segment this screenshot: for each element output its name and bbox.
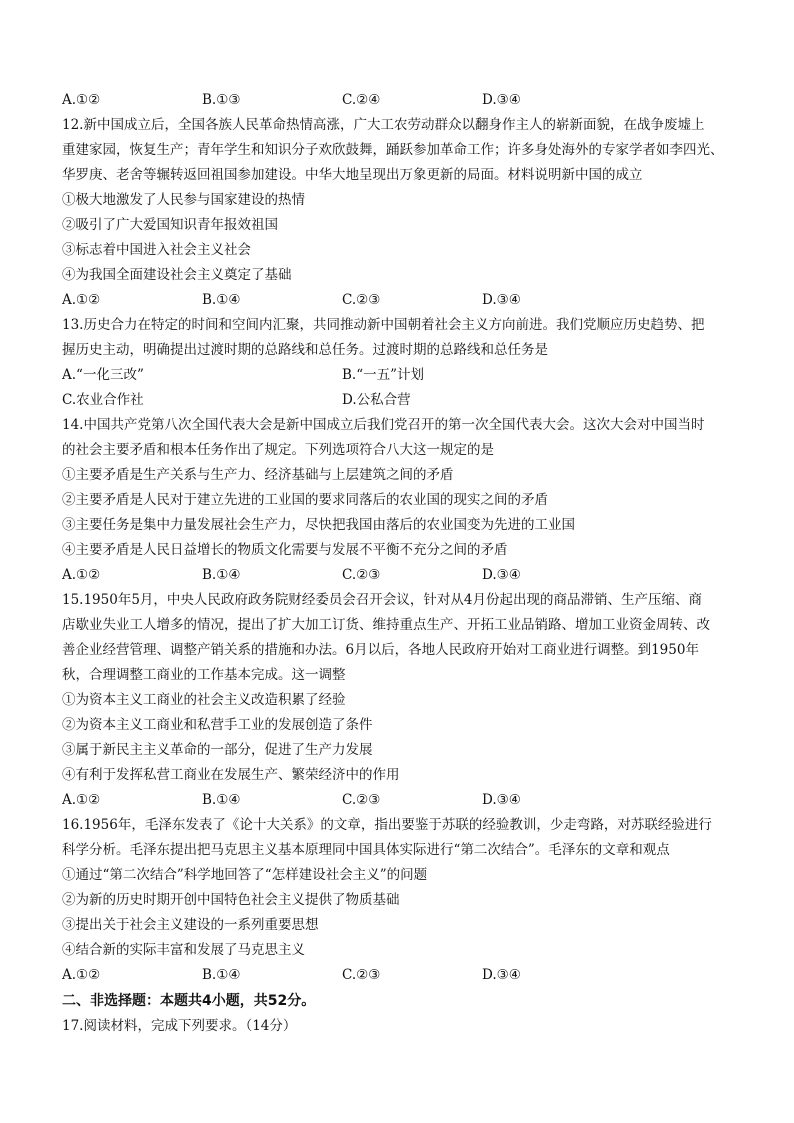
question-13-options-row-1: [62, 363, 738, 388]
option-d: D.③④: [482, 292, 521, 308]
question-15-options: [62, 788, 738, 813]
question-13-stem-line-1: 13.历史合力在特定的时间和空间内汇聚，共同推动新中国朝着社会主义方向前进。我们党顺应历史趋势、把: [62, 317, 705, 333]
option-a: A.①②: [62, 92, 101, 108]
question-16-options: [62, 963, 738, 988]
question-12-stem-line-3: 华罗庚、老舍等辗转返回祖国参加建设。中华大地呈现出万象更新的局面。材料说明新中国的成立: [62, 167, 643, 183]
option-b: B.①④: [202, 292, 241, 308]
question-15-stem-line-1: 15.1950年5月，中央人民政府政务院财经委员会召开会议，针对从4月份起出现的商品滞销、生产压缩、商: [62, 592, 703, 608]
question-14-item-3: ③主要任务是集中力量发展社会生产力，尽快把我国由落后的农业国变为先进的工业国: [62, 517, 575, 533]
question-12-item-2: ②吸引了广大爱国知识青年报效祖国: [62, 217, 278, 233]
question-14: [62, 413, 738, 588]
option-b: B.“一五”计划: [342, 367, 425, 383]
option-b: B.①④: [202, 967, 241, 983]
question-16-item-2: ②为新的历史时期开创中国特色社会主义提供了物质基础: [62, 892, 400, 908]
option-c: C.②③: [342, 967, 381, 983]
question-15-stem-line-2: 店歇业失业工人增多的情况，提出了扩大加工订货、维持重点生产、开拓工业品销路、增加工业资金周转、改: [62, 617, 710, 633]
question-16-item-1: ①通过“第二次结合”科学地回答了“怎样建设社会主义”的问题: [62, 867, 428, 883]
question-15-stem-line-3: 善企业经营管理、调整产销关系的措施和办法。6月以后，各地人民政府开始对工商业进行调整。到1950年: [62, 642, 699, 658]
question-14-item-1: ①主要矛盾是生产关系与生产力、经济基础与上层建筑之间的矛盾: [62, 467, 454, 483]
option-b: B.①④: [202, 567, 241, 583]
question-16: [62, 813, 738, 988]
question-15-item-4: ④有利于发挥私营工商业在发展生产、繁荣经济中的作用: [62, 767, 400, 783]
option-d: D.③④: [482, 567, 521, 583]
option-d: D.公私合营: [342, 392, 411, 408]
question-12: [62, 113, 738, 313]
question-12-item-1: ①极大地激发了人民参与国家建设的热情: [62, 192, 305, 208]
question-15-item-3: ③属于新民主主义革命的一部分，促进了生产力发展: [62, 742, 373, 758]
option-a: A.①②: [62, 292, 101, 308]
option-c: C.②③: [342, 292, 381, 308]
question-13-options-row-2: [62, 388, 738, 413]
question-15: [62, 588, 738, 813]
option-a: A.①②: [62, 792, 101, 808]
option-a: A.“一化三改”: [62, 367, 144, 383]
option-c: C.②④: [342, 92, 381, 108]
question-16-item-3: ③提出关于社会主义建设的一系列重要思想: [62, 917, 319, 933]
option-c: C.②③: [342, 792, 381, 808]
option-d: D.③④: [482, 967, 521, 983]
question-12-stem-line-1: 12.新中国成立后，全国各族人民革命热情高涨，广大工农劳动群众以翻身作主人的崭新面貌，在战争废墟上: [62, 117, 705, 133]
question-12-item-4: ④为我国全面建设社会主义奠定了基础: [62, 267, 292, 283]
option-b: B.①④: [202, 792, 241, 808]
option-d: D.③④: [482, 92, 521, 108]
option-c: C.②③: [342, 567, 381, 583]
question-16-stem-line-1: 16.1956年，毛泽东发表了《论十大关系》的文章，指出要鉴于苏联的经验教训，少走弯路，对苏联经验进行: [62, 817, 712, 833]
question-17-stem: 17.阅读材料，完成下列要求。（14分）: [62, 1018, 297, 1034]
question-15-stem-line-4: 秋，合理调整工商业的工作基本完成。这一调整: [62, 667, 346, 683]
question-15-item-2: ②为资本主义工商业和私营手工业的发展创造了条件: [62, 717, 373, 733]
q11-options: [62, 88, 738, 113]
question-12-options: [62, 288, 738, 313]
option-d: D.③④: [482, 792, 521, 808]
exam-page: [62, 88, 738, 1039]
question-12-item-3: ③标志着中国进入社会主义社会: [62, 242, 251, 258]
question-13-stem-line-2: 握历史主动，明确提出过渡时期的总路线和总任务。过渡时期的总路线和总任务是: [62, 342, 548, 358]
question-16-item-4: ④结合新的实际丰富和发展了马克思主义: [62, 942, 305, 958]
option-a: A.①②: [62, 567, 101, 583]
question-13: [62, 313, 738, 413]
question-12-stem-line-2: 重建家园，恢复生产；青年学生和知识分子欢欣鼓舞，踊跃参加革命工作；许多身处海外的专家学者如李四光、: [62, 142, 724, 158]
question-14-item-4: ④主要矛盾是人民日益增长的物质文化需要与发展不平衡不充分之间的矛盾: [62, 542, 508, 558]
question-15-item-1: ①为资本主义工商业的社会主义改造积累了经验: [62, 692, 346, 708]
question-16-stem-line-2: 科学分析。毛泽东提出把马克思主义基本原理同中国具体实际进行“第二次结合”。毛泽东的文章和观点: [62, 842, 670, 858]
question-14-stem-line-2: 的社会主要矛盾和根本任务作出了规定。下列选项符合八大这一规定的是: [62, 442, 494, 458]
option-a: A.①②: [62, 967, 101, 983]
option-b: B.①③: [202, 92, 241, 108]
option-c: C.农业合作社: [62, 392, 144, 408]
question-14-options: [62, 563, 738, 588]
section-2-title: 二、非选择题：本题共4小题，共52分。: [62, 993, 316, 1009]
question-14-item-2: ②主要矛盾是人民对于建立先进的工业国的要求同落后的农业国的现实之间的矛盾: [62, 492, 548, 508]
question-14-stem-line-1: 14.中国共产党第八次全国代表大会是新中国成立后我们党召开的第一次全国代表大会。这次大会对中国当时: [62, 417, 705, 433]
